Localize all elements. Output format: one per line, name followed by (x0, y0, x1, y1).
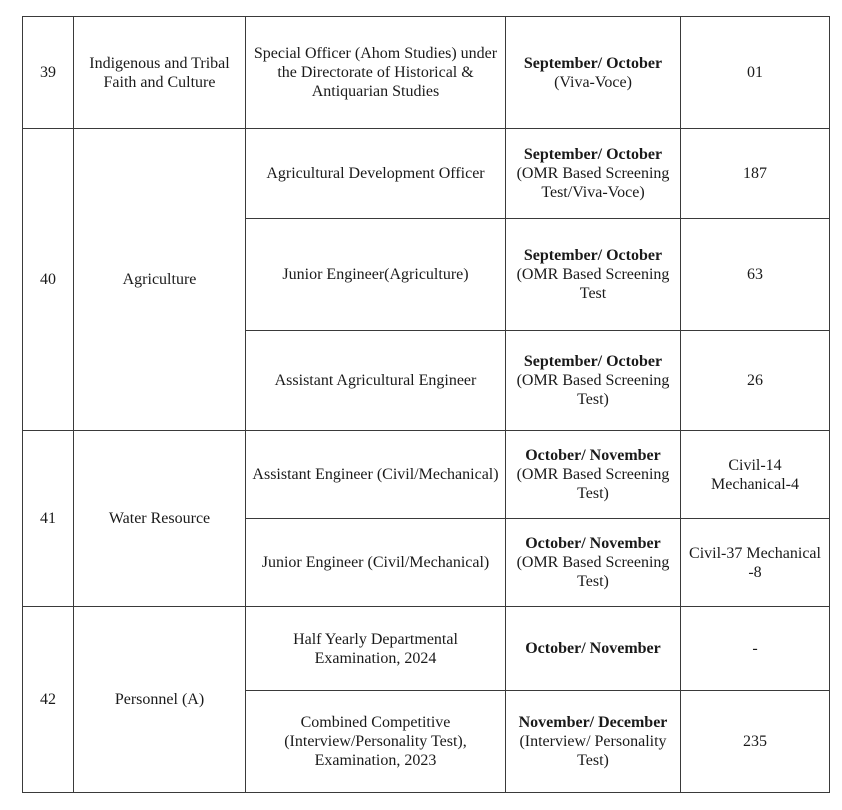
schedule-cell (506, 219, 681, 331)
schedule-cell (506, 431, 681, 519)
schedule-cell (506, 691, 681, 793)
schedule-mode: (OMR Based Screening Test (516, 266, 670, 302)
post-cell: Junior Engineer (Civil/Mechanical) (246, 519, 506, 607)
post-cell: Assistant Engineer (Civil/Mechanical) (246, 431, 506, 519)
vacancy-cell: 63 (681, 219, 830, 331)
schedule-months: September/ October (523, 146, 663, 163)
post-cell: Assistant Agricultural Engineer (246, 331, 506, 431)
table-row (23, 17, 830, 129)
schedule-cell (506, 129, 681, 219)
schedule-cell (506, 17, 681, 129)
exam-schedule-table (22, 16, 830, 793)
serial-number: 42 (23, 607, 74, 793)
schedule-mode: (OMR Based Screening Test) (516, 372, 670, 408)
department-cell: Agriculture (74, 129, 246, 431)
schedule-cell (506, 607, 681, 691)
serial-number: 39 (23, 17, 74, 129)
schedule-mode: (OMR Based Screening Test/Viva-Voce) (516, 165, 670, 201)
department-cell: Personnel (A) (74, 607, 246, 793)
post-cell: Combined Competitive (Interview/Personality Test), Examination, 2023 (246, 691, 506, 793)
vacancy-cell: 01 (681, 17, 830, 129)
schedule-mode: (OMR Based Screening Test) (516, 554, 670, 590)
schedule-months: October/ November (525, 447, 661, 464)
schedule-months: September/ October (523, 353, 663, 370)
department-cell: Indigenous and Tribal Faith and Culture (74, 17, 246, 129)
schedule-months: October/ November (525, 640, 661, 657)
schedule-cell (506, 519, 681, 607)
vacancy-cell: Civil-14 Mechanical-4 (681, 431, 830, 519)
table-row (23, 607, 830, 691)
department-cell: Water Resource (74, 431, 246, 607)
post-cell: Agricultural Development Officer (246, 129, 506, 219)
schedule-mode: (OMR Based Screening Test) (516, 466, 670, 502)
vacancy-cell: 235 (681, 691, 830, 793)
schedule-months: September/ October (523, 54, 663, 72)
schedule-cell (506, 331, 681, 431)
post-cell: Junior Engineer(Agriculture) (246, 219, 506, 331)
schedule-mode: (Interview/ Personality Test) (519, 733, 667, 769)
schedule-mode: (Viva-Voce) (554, 73, 632, 91)
schedule-months: October/ November (525, 535, 661, 552)
schedule-months: November/ December (518, 714, 668, 731)
serial-number: 41 (23, 431, 74, 607)
schedule-months: September/ October (523, 247, 663, 264)
vacancy-cell: 187 (681, 129, 830, 219)
table-row (23, 129, 830, 219)
vacancy-cell: Civil-37 Mechanical -8 (681, 519, 830, 607)
post-cell: Special Officer (Ahom Studies) under the Directorate of Historical & Antiquarian Studies (246, 17, 506, 129)
vacancy-cell: - (681, 607, 830, 691)
vacancy-cell: 26 (681, 331, 830, 431)
table-row (23, 431, 830, 519)
serial-number: 40 (23, 129, 74, 431)
post-cell: Half Yearly Departmental Examination, 2024 (246, 607, 506, 691)
